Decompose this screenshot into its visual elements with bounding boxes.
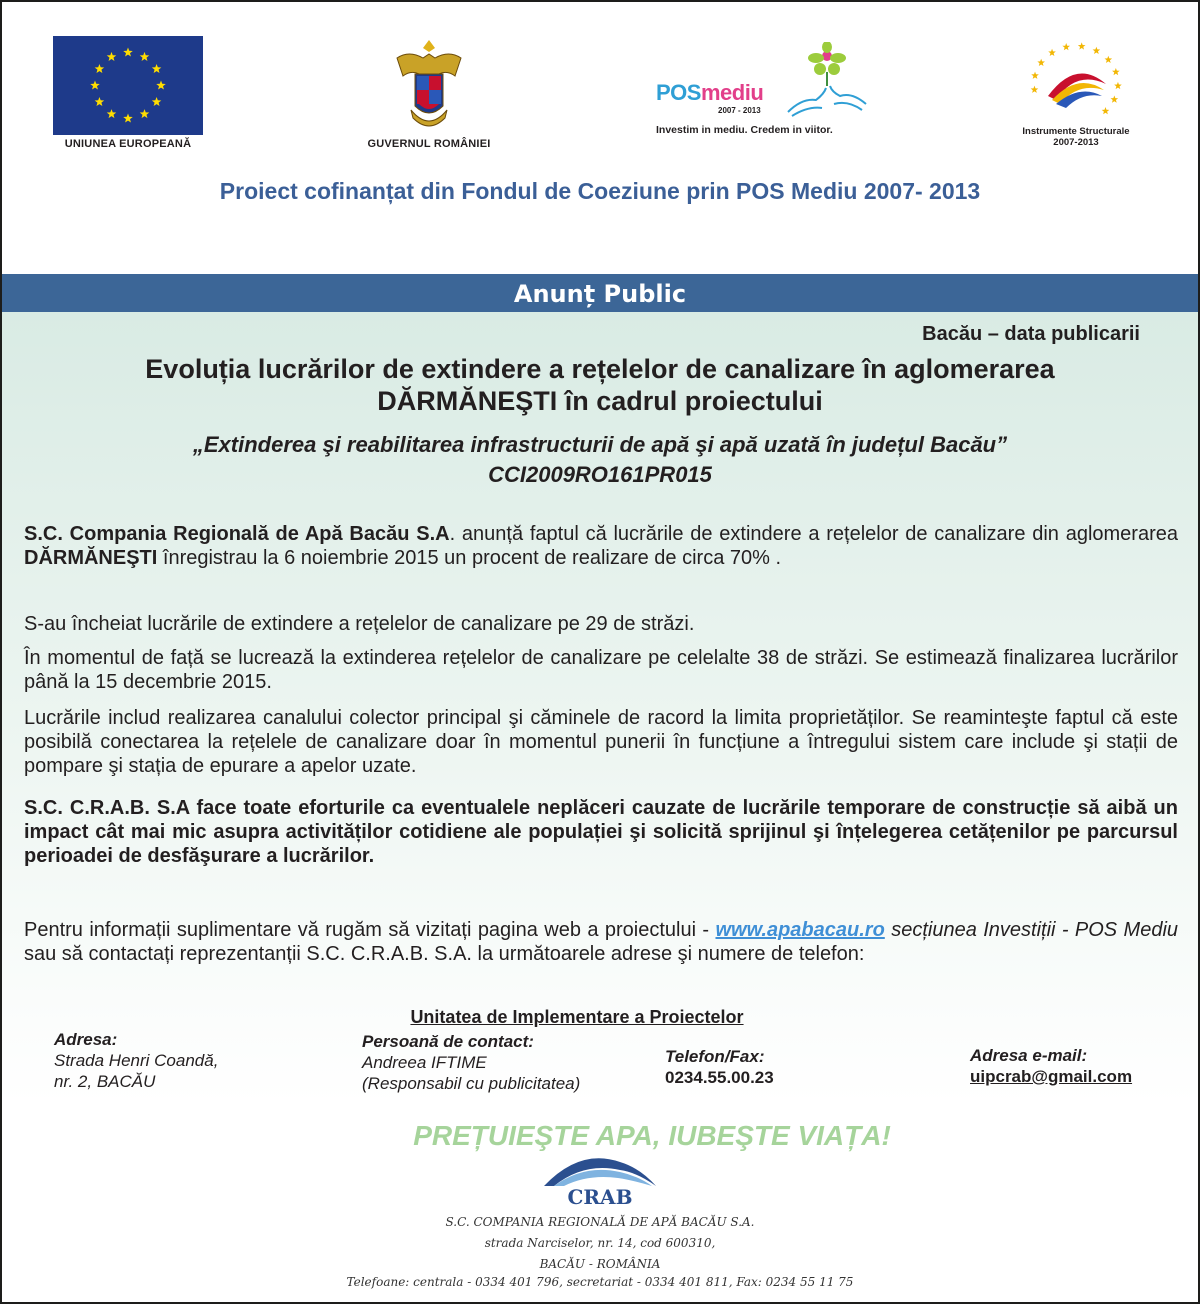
star-ring-icon [1026,38,1126,128]
eu-flag-icon [53,36,203,135]
ring-star [1078,42,1086,49]
paragraph-current-works: În momentul de față se lucrează la extinderea rețelelor de canalizare pe celelalte 38 de străzi. Se estimează finalizarea lucrărilor până la 15 decembrie 2015. [24,647,1178,693]
ring-star [1105,56,1113,63]
paragraph-scope: Lucrările includ realizarea canalului colector principal şi căminele de racord la limita proprietăților. Se reaminteşte faptul că este posibilă conectarea la rețelele de canalizare doar în momentul punerii în funcțiune a întregului sistem care include şi stații de pompare şi stația de epurare a apelor uzate. [24,707,1178,777]
project-heading [2,430,1198,490]
crab-wave-logo-icon [540,1152,660,1188]
ring-star [1062,43,1070,50]
paragraph-contact-info: Pentru informații suplimentare vă rugăm să vizitați pagina web a proiectului - www.apabacau.ro secțiunea Investiții - POS Mediu sau să contactați reprezentanții S.C. C.R.A.B. S.A. la următoarele adrese şi numere de telefon: [24,919,1179,965]
project-name: „Extinderea şi reabilitarea infrastructurii de apă şi apă uzată în județul Bacău” [192,432,1008,457]
contact-address [54,1029,218,1092]
person-label: Persoană de contact: [362,1032,534,1051]
logo-strip [2,2,1198,170]
person-name: Andreea IFTIME [362,1053,487,1072]
footer-street: strada Narciselor, nr. 14, cod 600310, [484,1236,716,1250]
gov-caption: GUVERNUL ROMÂNIEI [367,138,491,150]
address-line-2: nr. 2, BACĂU [54,1072,156,1091]
posmediu-slogan: Investim in mediu. Credem in viitor. [656,124,833,136]
email-value[interactable]: uipcrab@gmail.com [970,1067,1133,1086]
footer-phones: Telefoane: centrala - 0334 401 796, secretariat - 0334 401 811, Fax: 0234 55 11 75 [346,1275,854,1289]
company-name: S.C. Compania Regională de Apă Bacău S.A [24,523,450,545]
main-heading [2,353,1198,417]
footer-company: S.C. COMPANIA REGIONALĂ DE APĂ BACĂU S.A. [445,1215,755,1229]
address-line-1: Strada Henri Coandă, [54,1051,219,1070]
person-role: (Responsabil cu publicitatea) [362,1074,581,1093]
hands-and-flower-icon [782,42,872,122]
crab-wordmark: CRAB [567,1185,633,1209]
instrumente-years: 2007-2013 [1053,137,1099,148]
implementation-unit-title: Unitatea de Implementare a Proiectelor [410,1007,744,1027]
posmediu-wordmark: POSmediu [656,80,764,105]
ring-star [1048,49,1056,56]
paragraph-progress: S.C. Compania Regională de Apă Bacău S.A. anunță faptul că lucrările de extindere a rețelelor de canalizare din aglomerarea DĂRMĂNEŞTI înregistrau la 6 noiembrie 2015 un procent de realizare de circa 70% . [24,523,1178,569]
ring-star [1093,47,1101,54]
project-code: CCI2009RO161PR015 [488,462,712,487]
ring-star [1111,96,1119,103]
paragraph-completed-streets: S-au încheiat lucrările de extindere a rețelelor de canalizare pe 29 de străzi. [24,613,695,635]
posmediu-years: 2007 - 2013 [718,106,761,115]
publication-date-line: Bacău – data publicarii [922,323,1140,345]
ring-star [1112,68,1120,75]
ring-star [1031,72,1039,79]
phone-value: 0234.55.00.23 [665,1068,774,1087]
instrumente-structurale-logo [1012,38,1140,148]
contact-person [362,1031,580,1094]
ring-star [1031,86,1039,93]
heading-line-2: DĂRMĂNEŞTI în cadrul proiectului [377,386,823,416]
government-logo [354,36,504,150]
place-name: DĂRMĂNEŞTI [24,547,158,569]
ring-star [1114,82,1122,89]
ring-star [1037,59,1045,66]
contact-phone [665,1046,774,1088]
address-label: Adresa: [54,1030,118,1049]
paragraph-apology: S.C. C.R.A.B. S.A face toate eforturile ca eventualele neplăceri cauzate de lucrările temporare de construcție să aibă un impact cât mai mic asupra activităților cotidiene ale populației şi solicită sprijinul şi înțelegerea cetățenilor pe parcursul perioadei de desfăşurare a lucrărilor. [24,797,1178,867]
instrumente-caption: Instrumente Structurale [1022,126,1130,137]
website-section: secțiunea Investiții - POS Mediu [891,919,1179,941]
email-label: Adresa e-mail: [970,1046,1088,1065]
phone-label: Telefon/Fax: [665,1047,765,1066]
eu-caption: UNIUNEA EUROPEANĂ [64,138,192,150]
romanian-coat-of-arms-icon [389,36,469,136]
eu-logo [52,36,204,150]
cofinancing-statement: Proiect cofinanțat din Fondul de Coeziune prin POS Mediu 2007- 2013 [219,178,981,204]
public-notice-band: Anunț Public [2,274,1198,312]
heading-line-1: Evoluția lucrărilor de extindere a rețelelor de canalizare în aglomerarea [145,354,1055,384]
website-link[interactable]: www.apabacau.ro [715,919,885,941]
water-slogan: PREȚUIEŞTE APA, IUBEŞTE VIAȚA! [413,1120,891,1151]
ring-star [1102,107,1110,114]
contact-email [970,1045,1132,1087]
footer-city: BACĂU - ROMÂNIA [539,1257,661,1271]
